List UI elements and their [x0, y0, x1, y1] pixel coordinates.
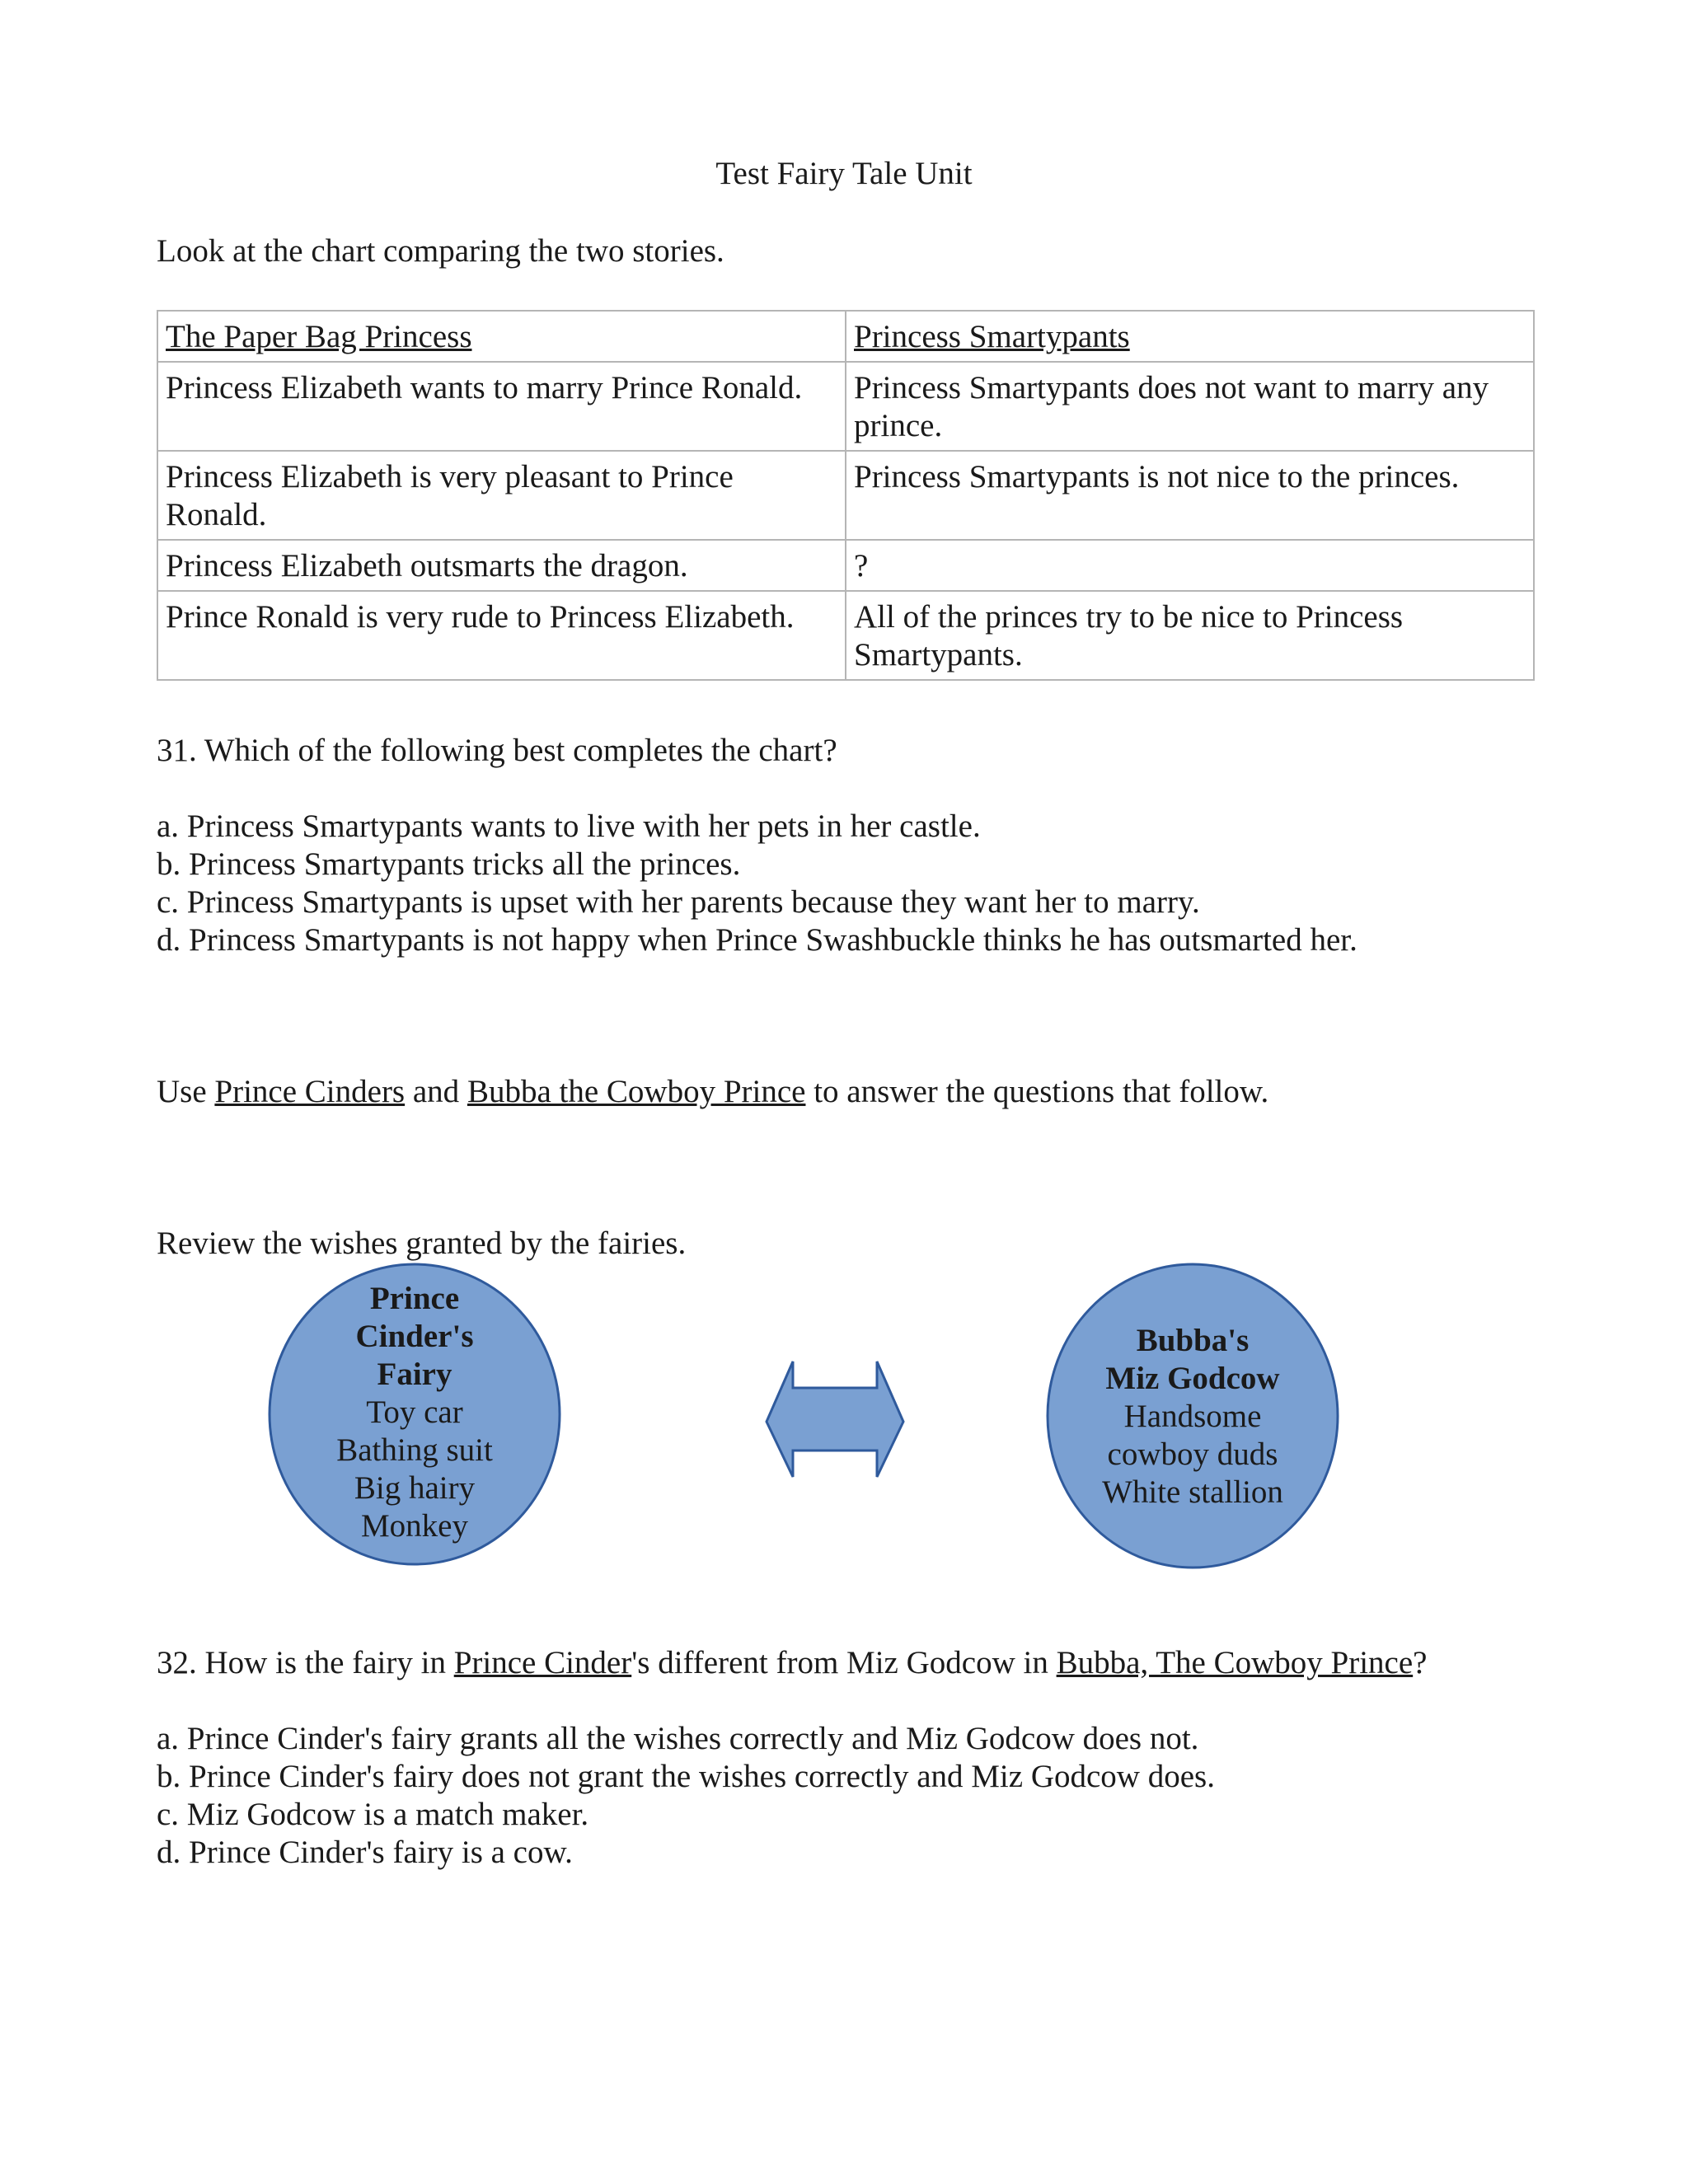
wishes-diagram: [0, 1253, 1688, 1582]
question-32: [157, 1644, 1427, 1682]
use-books-instruction: [157, 1073, 1268, 1111]
q32-middle: 's different from Miz Godcow in: [631, 1645, 1057, 1680]
left-heading-line: Fairy: [377, 1357, 452, 1392]
chart-cell: Princess Elizabeth wants to marry Prince Ronald.: [157, 362, 846, 451]
option-c: c. Princess Smartypants is upset with her parents because they want her to marry.: [157, 884, 1200, 920]
chart-row: [157, 451, 1534, 540]
right-heading-line: Miz Godcow: [1105, 1361, 1280, 1396]
left-wish-item: Big hairy: [354, 1470, 476, 1506]
right-wish-item: Handsome: [1123, 1399, 1262, 1434]
chart-row: [157, 591, 1534, 680]
question-31-options: [157, 808, 1357, 959]
left-heading-line: Prince: [369, 1281, 460, 1316]
book-title-prince-cinders: Prince Cinders: [214, 1074, 406, 1109]
right-wish-item: White stallion: [1102, 1474, 1283, 1510]
chart-cell: Princess Elizabeth is very pleasant to Prince Ronald.: [157, 451, 846, 540]
left-circle-text: [291, 1280, 538, 1545]
chart-cell: Prince Ronald is very rude to Princess Elizabeth.: [157, 591, 846, 680]
chart-cell: All of the princes try to be nice to Princess Smartypants.: [846, 591, 1534, 680]
page-title: Test Fairy Tale Unit: [715, 156, 973, 191]
use-middle: and: [405, 1074, 467, 1109]
q32-prefix: 32. How is the fairy in: [157, 1645, 454, 1680]
right-wish-item: cowboy duds: [1107, 1436, 1278, 1472]
question-31: 31. Which of the following best completes the chart?: [157, 733, 837, 768]
option-c: c. Miz Godcow is a match maker.: [157, 1797, 589, 1832]
left-wish-item: Toy car: [366, 1394, 463, 1430]
left-wish-item: Bathing suit: [336, 1432, 493, 1468]
option-b: b. Prince Cinder's fairy does not grant the wishes correctly and Miz Godcow does.: [157, 1759, 1215, 1794]
chart-header: [157, 311, 846, 362]
review-instruction: Review the wishes granted by the fairies.: [157, 1226, 687, 1261]
chart-cell: Princess Smartypants is not nice to the princes.: [846, 451, 1534, 540]
chart-header-row: [157, 311, 1534, 362]
right-circle-text: [1069, 1322, 1316, 1511]
book-title-bubba: Bubba the Cowboy Prince: [467, 1074, 806, 1109]
double-arrow-icon: [767, 1361, 903, 1477]
option-a: a. Princess Smartypants wants to live with her pets in her castle.: [157, 808, 981, 844]
chart-header: [846, 311, 1534, 362]
option-d: d. Prince Cinder's fairy is a cow.: [157, 1835, 573, 1870]
option-b: b. Princess Smartypants tricks all the princes.: [157, 846, 741, 882]
chart-cell: Princess Elizabeth outsmarts the dragon.: [157, 540, 846, 591]
header-princess-smartypants: Princess Smartypants: [854, 319, 1130, 354]
q32-suffix: ?: [1413, 1645, 1428, 1680]
chart-row: [157, 362, 1534, 451]
right-heading-line: Bubba's: [1136, 1323, 1250, 1358]
use-suffix: to answer the questions that follow.: [805, 1074, 1269, 1109]
intro-text: Look at the chart comparing the two stories.: [157, 233, 724, 269]
book-title-bubba-cowboy-prince: Bubba, The Cowboy Prince: [1056, 1645, 1414, 1680]
chart-cell: ?: [846, 540, 1534, 591]
book-title-prince-cinder: Prince Cinder: [453, 1645, 632, 1680]
header-paper-bag-princess: The Paper Bag Princess: [166, 319, 472, 354]
option-d: d. Princess Smartypants is not happy when Prince Swashbuckle thinks he has outsmarted her.: [157, 922, 1357, 958]
option-a: a. Prince Cinder's fairy grants all the wishes correctly and Miz Godcow does not.: [157, 1721, 1199, 1756]
chart-cell: Princess Smartypants does not want to marry any prince.: [846, 362, 1534, 451]
chart-row: [157, 540, 1534, 591]
comparison-chart: [157, 310, 1535, 681]
question-32-options: [157, 1720, 1215, 1872]
left-heading-line: Cinder's: [355, 1319, 474, 1354]
use-prefix: Use: [157, 1074, 215, 1109]
left-wish-item: Monkey: [361, 1508, 468, 1544]
